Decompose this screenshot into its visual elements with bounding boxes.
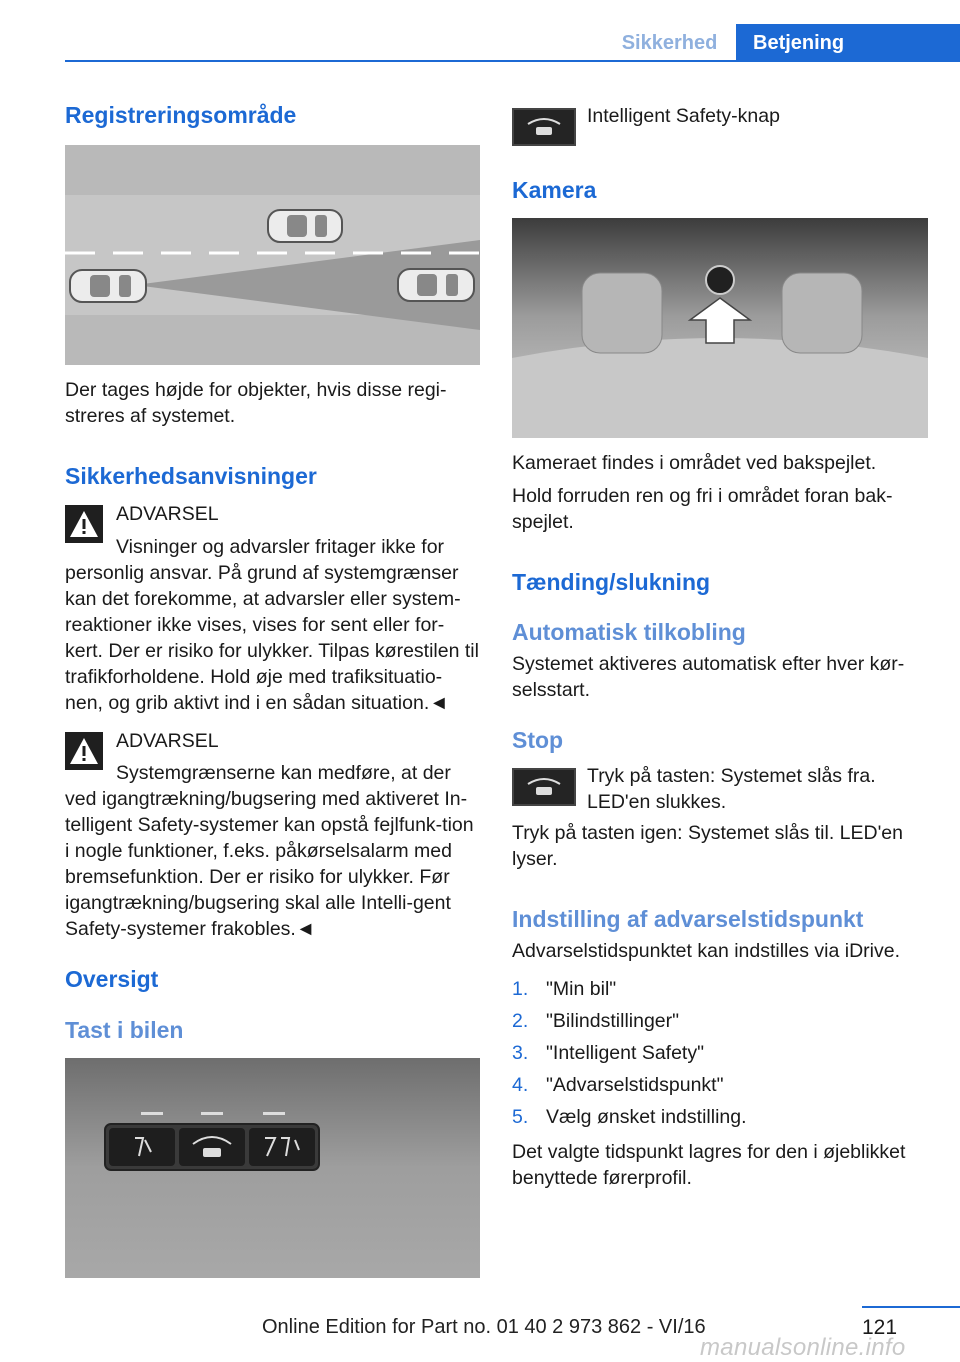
step-text: Vælg ønsket indstilling. [546, 1106, 747, 1128]
heading-oversigt: Oversigt [65, 966, 159, 992]
step-number: 3. [512, 1042, 529, 1064]
intelligent-safety-button-icon [512, 768, 576, 806]
detection-area-illustration [65, 145, 480, 365]
button-panel-figure [65, 1058, 480, 1278]
heading-taending-slukning: Tænding/slukning [512, 569, 711, 595]
timing-text: Advarselstidspunktet kan indstilles via iDrive. [512, 940, 901, 962]
stop-text-2: Tryk på tasten igen: Systemet slås til. LED'en lyser. [512, 822, 903, 870]
step-number: 2. [512, 1010, 529, 1032]
subheading-stop: Stop [512, 727, 564, 753]
edition-footer: Online Edition for Part no. 01 40 2 973 862 - VI/16 [262, 1316, 706, 1338]
heading-kamera: Kamera [512, 177, 597, 203]
step-number: 1. [512, 978, 529, 1000]
heading-sikkerhedsanvisninger: Sikkerhedsanvisninger [65, 463, 317, 489]
camera-text-2: Hold forruden ren og fri i området foran bak-spejlet. [512, 485, 893, 533]
subheading-automatisk-tilkobling: Automatisk tilkobling [512, 619, 746, 645]
header-rule [65, 60, 960, 62]
warning-2-label: ADVARSEL [116, 730, 219, 752]
button-caption: Intelligent Safety-knap [587, 105, 780, 127]
warning-2-text: Systemgrænserne kan medføre, at der ved igangtrækning/bugsering med aktiveret In-telligent Safety-systemer kan opstå fejlfunk-tion i nogle funktioner, f.eks. påkørselsalarm med bremsefunktion. Der er risiko for ulykker. Før igangtrækning/bugsering skal alle Intelli-gent Safety-systemer frakobles.◄ [65, 762, 474, 940]
intelligent-safety-button-icon [179, 1128, 245, 1166]
step-text: "Min bil" [546, 978, 617, 1000]
lane-assist-button-icon [249, 1128, 315, 1166]
auto-text: Systemet aktiveres automatisk efter hver kør-selsstart. [512, 653, 905, 701]
own-car-icon [70, 270, 146, 302]
button-panel-illustration [65, 1058, 480, 1278]
stop-text-1: Tryk på tasten: Systemet slås fra. LED'en slukkes. [587, 765, 876, 813]
warning-1-text: Visninger og advarsler fritager ikke for personlig ansvar. På grund af systemgrænser kan det forekomme, at advarsler eller system-reaktioner ikke vises, vises for sent eller for-kert. Der er risiko for ulykker. Tilpas kørestilen til trafikforholdene. Hold øje med trafiksituatio-nen, og grib aktivt ind i en sådan situation.◄ [65, 536, 479, 714]
tab-sikkerhed: Sikkerhed [621, 32, 718, 54]
pedestrian-button-icon [109, 1128, 175, 1166]
page-number: 121 [862, 1316, 898, 1339]
car-side-lane-icon [398, 269, 474, 301]
footer-rule [862, 1306, 960, 1308]
camera-location-illustration [512, 218, 928, 438]
detection-text: Der tages højde for objekter, hvis disse regi-streres af systemet. [65, 379, 447, 427]
intelligent-safety-button-icon [512, 108, 576, 146]
heading-registreringsomrade: Registreringsområde [65, 102, 297, 128]
detection-area-figure [65, 145, 480, 365]
subheading-tast-i-bilen: Tast i bilen [65, 1017, 184, 1043]
car-ahead-icon [268, 210, 342, 242]
camera-icon [706, 266, 734, 294]
step-number: 5. [512, 1106, 529, 1128]
subheading-advarselstidspunkt: Indstilling af advarselstidspunkt [512, 906, 864, 932]
step-number: 4. [512, 1074, 529, 1096]
warning-1-label: ADVARSEL [116, 503, 219, 525]
watermark: manualsonline.info [700, 1334, 906, 1361]
step-text: "Bilindstillinger" [546, 1010, 680, 1032]
step-text: "Advarselstidspunkt" [546, 1074, 724, 1096]
closing-text: Det valgte tidspunkt lagres for den i øjeblikket benyttede førerprofil. [512, 1141, 906, 1189]
tab-betjening: Betjening [736, 24, 960, 62]
camera-text-1: Kameraet findes i området ved bakspejlet. [512, 452, 877, 474]
camera-figure [512, 218, 928, 438]
step-text: "Intelligent Safety" [546, 1042, 705, 1064]
